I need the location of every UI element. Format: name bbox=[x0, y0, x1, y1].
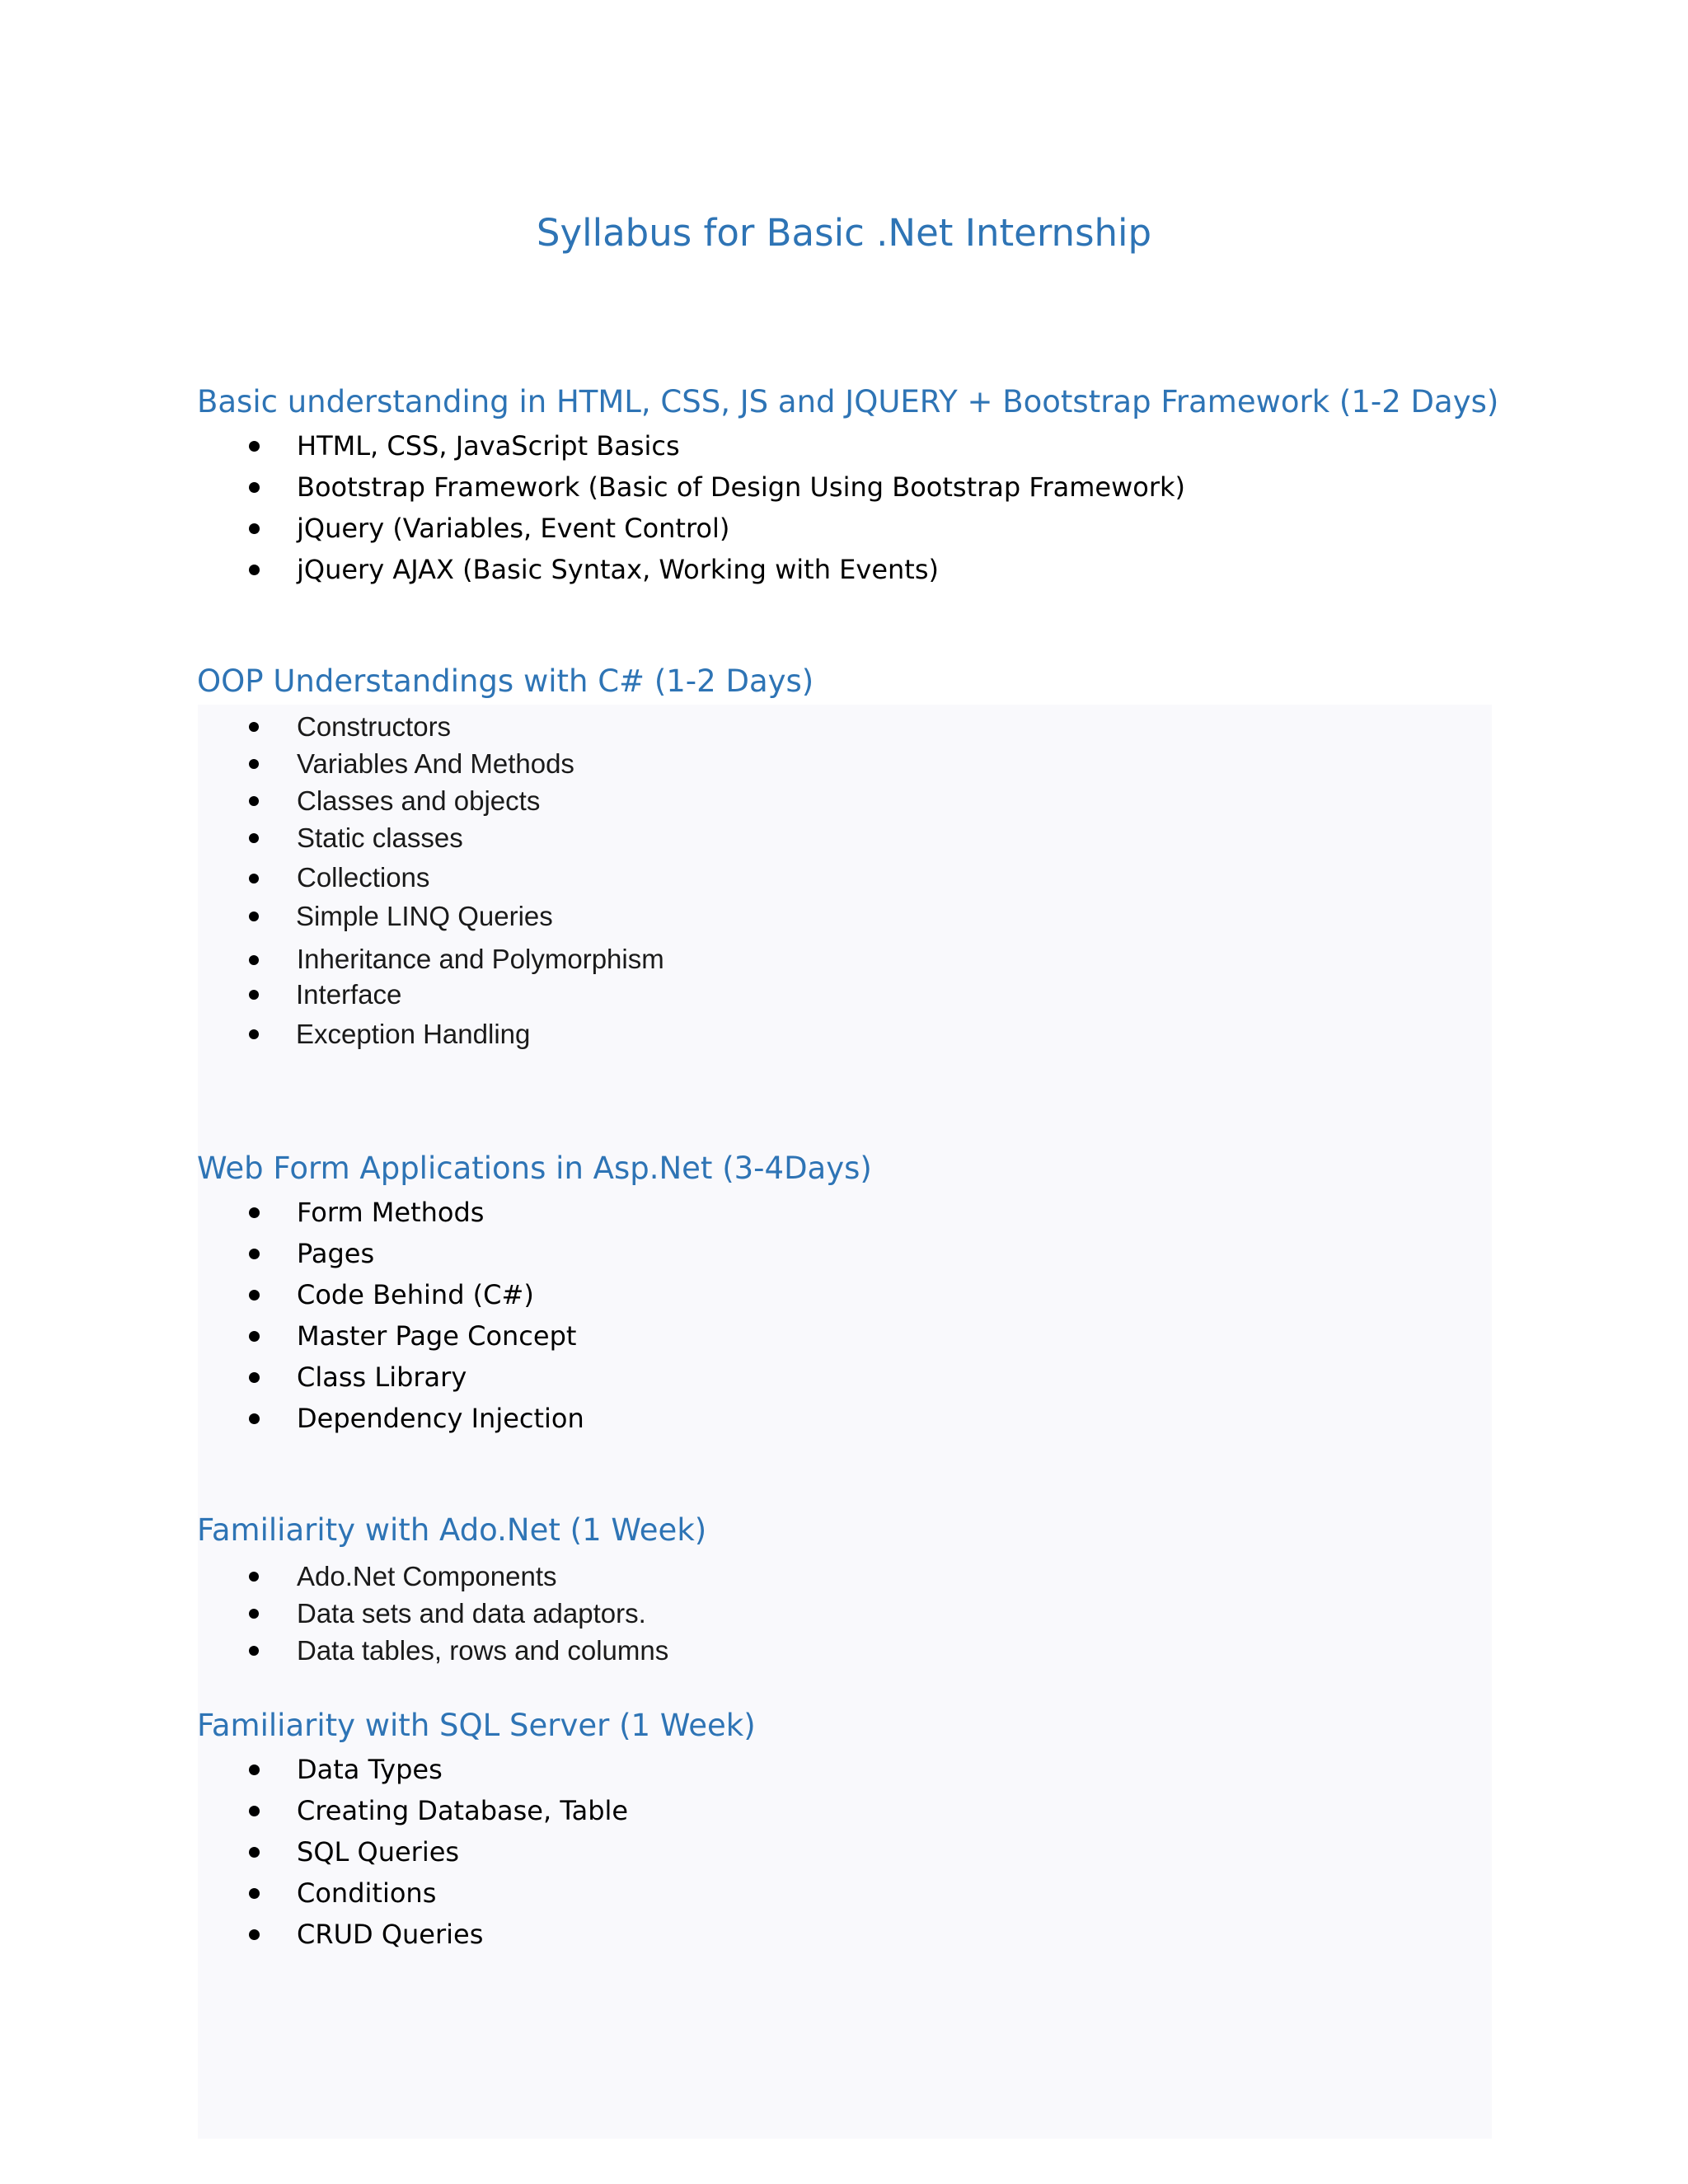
oop-topic-list bbox=[0, 708, 1484, 1052]
section-heading-ado-net: Familiarity with Ado.Net (1 Week) bbox=[197, 1512, 707, 1548]
bullet-icon bbox=[249, 1572, 259, 1582]
list-item-label: Ado.Net Components bbox=[297, 1561, 557, 1591]
list-item-label: Code Behind (C#) bbox=[297, 1279, 534, 1310]
list-item bbox=[0, 819, 1484, 856]
section-heading-web-forms: Web Form Applications in Asp.Net (3-4Days) bbox=[197, 1151, 872, 1186]
list-item bbox=[0, 782, 1484, 819]
list-item bbox=[0, 425, 1484, 466]
bullet-icon bbox=[249, 482, 260, 493]
bullet-icon bbox=[249, 441, 260, 452]
list-item bbox=[0, 937, 1484, 976]
bullet-icon bbox=[249, 833, 259, 843]
section-heading-oop: OOP Understandings with C# (1-2 Days) bbox=[197, 663, 814, 699]
list-item-label: Interface bbox=[296, 979, 402, 1010]
section-heading-sql-server: Familiarity with SQL Server (1 Week) bbox=[197, 1708, 756, 1743]
web-forms-topic-list bbox=[0, 1192, 1484, 1439]
bullet-icon bbox=[249, 796, 259, 806]
list-item bbox=[0, 1872, 1484, 1914]
list-item-label: jQuery AJAX (Basic Syntax, Working with Events) bbox=[297, 554, 939, 585]
list-item-label: Dependency Injection bbox=[297, 1403, 584, 1434]
bullet-icon bbox=[249, 955, 259, 965]
list-item-label: Variables And Methods bbox=[297, 748, 574, 779]
list-item-label: jQuery (Variables, Event Control) bbox=[297, 513, 730, 544]
section-heading-web-basics: Basic understanding in HTML, CSS, JS and JQUERY + Bootstrap Framework (1-2 Days) bbox=[197, 384, 1499, 419]
list-item-label: Class Library bbox=[297, 1361, 467, 1393]
list-item bbox=[0, 898, 1484, 937]
list-item bbox=[0, 1357, 1484, 1398]
bullet-icon bbox=[249, 990, 259, 1000]
list-item bbox=[0, 708, 1484, 745]
bullet-icon bbox=[249, 759, 259, 769]
page-title: Syllabus for Basic .Net Internship bbox=[536, 211, 1152, 255]
sql-server-topic-list bbox=[0, 1749, 1484, 1955]
list-item bbox=[0, 549, 1484, 590]
list-item bbox=[0, 1790, 1484, 1831]
list-item-label: Simple LINQ Queries bbox=[296, 901, 553, 931]
list-item-label: Exception Handling bbox=[296, 1019, 531, 1049]
bullet-icon bbox=[249, 1290, 260, 1301]
bullet-icon bbox=[249, 1609, 259, 1619]
list-item bbox=[0, 1233, 1484, 1274]
bullet-icon bbox=[249, 523, 260, 534]
list-item bbox=[0, 1595, 1484, 1632]
bullet-icon bbox=[249, 1888, 260, 1899]
list-item-label: CRUD Queries bbox=[297, 1919, 484, 1950]
list-item-label: Collections bbox=[297, 862, 430, 893]
list-item-label: Data tables, rows and columns bbox=[297, 1635, 669, 1666]
bullet-icon bbox=[249, 912, 259, 921]
list-item bbox=[0, 466, 1484, 508]
list-item bbox=[0, 1398, 1484, 1439]
list-item bbox=[0, 1558, 1484, 1595]
bullet-icon bbox=[249, 1249, 260, 1259]
bullet-icon bbox=[249, 1765, 260, 1775]
bullet-icon bbox=[249, 1929, 260, 1940]
list-item-label: Pages bbox=[297, 1238, 375, 1269]
list-item-label: Data sets and data adaptors. bbox=[297, 1598, 646, 1629]
list-item bbox=[0, 745, 1484, 782]
list-item-label: HTML, CSS, JavaScript Basics bbox=[297, 430, 680, 462]
web-basics-topic-list bbox=[0, 425, 1484, 590]
bullet-icon bbox=[249, 1207, 260, 1218]
list-item-label: Static classes bbox=[297, 823, 463, 853]
bullet-icon bbox=[249, 1847, 260, 1858]
list-item bbox=[0, 1192, 1484, 1233]
bullet-icon bbox=[249, 874, 259, 883]
list-item bbox=[0, 1015, 1484, 1052]
list-item-label: SQL Queries bbox=[297, 1836, 460, 1868]
bullet-icon bbox=[249, 722, 259, 732]
list-item bbox=[0, 1914, 1484, 1955]
list-item-label: Classes and objects bbox=[297, 785, 541, 816]
list-item-label: Form Methods bbox=[297, 1197, 485, 1228]
list-item bbox=[0, 1274, 1484, 1315]
ado-net-topic-list bbox=[0, 1558, 1484, 1669]
list-item-label: Data Types bbox=[297, 1754, 443, 1785]
list-item bbox=[0, 856, 1484, 898]
list-item bbox=[0, 1315, 1484, 1357]
bullet-icon bbox=[249, 1372, 260, 1383]
bullet-icon bbox=[249, 1331, 260, 1342]
list-item bbox=[0, 508, 1484, 549]
list-item bbox=[0, 976, 1484, 1015]
list-item-label: Creating Database, Table bbox=[297, 1795, 629, 1826]
list-item bbox=[0, 1749, 1484, 1790]
list-item-label: Inheritance and Polymorphism bbox=[297, 944, 664, 974]
bullet-icon bbox=[249, 1029, 259, 1039]
list-item bbox=[0, 1632, 1484, 1669]
bullet-icon bbox=[249, 1413, 260, 1424]
list-item-label: Conditions bbox=[297, 1877, 437, 1909]
list-item-label: Constructors bbox=[297, 711, 452, 742]
list-item bbox=[0, 1831, 1484, 1872]
bullet-icon bbox=[249, 1806, 260, 1816]
bullet-icon bbox=[249, 565, 260, 575]
list-item-label: Master Page Concept bbox=[297, 1320, 577, 1352]
bullet-icon bbox=[249, 1646, 259, 1656]
list-item-label: Bootstrap Framework (Basic of Design Using Bootstrap Framework) bbox=[297, 471, 1185, 503]
